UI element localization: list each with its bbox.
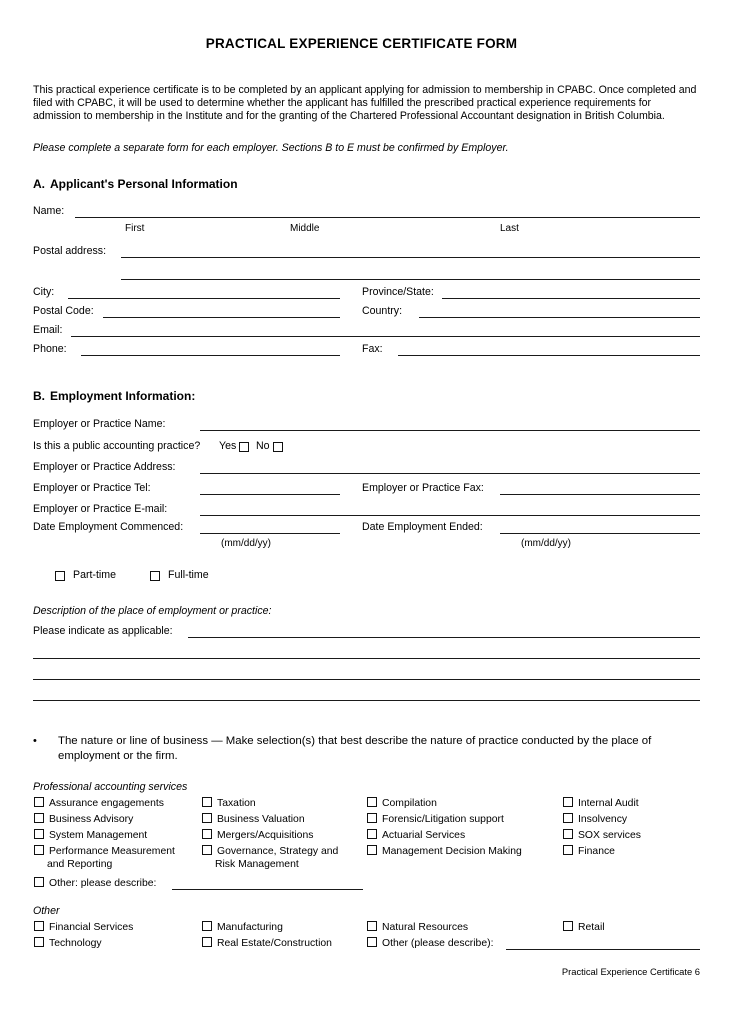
checkbox-manufacturing[interactable] bbox=[202, 921, 212, 931]
part-time-label: Part-time bbox=[73, 568, 116, 581]
bullet-marker: • bbox=[33, 734, 37, 747]
other-industry-checkbox-grid bbox=[33, 919, 700, 957]
checkbox-item-manufacturing[interactable] bbox=[202, 921, 283, 934]
checkbox-item-retail[interactable] bbox=[563, 921, 605, 934]
label-performance-measurement-line1: Performance Measurement bbox=[49, 845, 175, 857]
checkbox-item-performance-measurement[interactable] bbox=[34, 845, 199, 871]
checkbox-item-mergers-acquisitions[interactable] bbox=[202, 829, 313, 842]
phone-input-line[interactable] bbox=[81, 355, 340, 356]
no-label: No bbox=[256, 439, 270, 452]
checkbox-item-business-advisory[interactable] bbox=[34, 813, 133, 826]
checkbox-item-governance-strategy-risk[interactable] bbox=[202, 845, 370, 871]
country-input-line[interactable] bbox=[419, 317, 700, 318]
checkbox-item-natural-resources[interactable] bbox=[367, 921, 468, 934]
nature-of-business-bullet bbox=[33, 734, 700, 765]
employer-fax-input-line[interactable] bbox=[500, 494, 700, 495]
page-content bbox=[33, 0, 700, 957]
bullet-text: The nature or line of business — Make selection(s) that best describe the nature of practice conducted by the place of employment or the firm. bbox=[58, 734, 652, 763]
checkbox-sox-services[interactable] bbox=[563, 829, 573, 839]
yes-label: Yes bbox=[219, 439, 237, 452]
name-label: Name: bbox=[33, 204, 65, 217]
date-commenced-format-hint: (mm/dd/yy) bbox=[221, 537, 271, 549]
checkbox-item-insolvency[interactable] bbox=[563, 813, 627, 826]
public-practice-row bbox=[33, 434, 700, 456]
checkbox-item-forensic-litigation[interactable] bbox=[367, 813, 504, 826]
employer-fax-label: Employer or Practice Fax: bbox=[362, 481, 484, 494]
label-insolvency: Insolvency bbox=[578, 813, 628, 825]
checkbox-public-practice-no[interactable] bbox=[273, 442, 283, 452]
label-natural-resources: Natural Resources bbox=[382, 921, 469, 933]
label-financial-services: Financial Services bbox=[49, 921, 134, 933]
checkbox-performance-measurement[interactable] bbox=[34, 845, 44, 855]
full-time-label: Full-time bbox=[168, 568, 209, 581]
indicate-applicable-input-line[interactable] bbox=[188, 637, 700, 638]
checkbox-full-time[interactable] bbox=[150, 571, 160, 581]
province-label: Province/State: bbox=[362, 285, 434, 298]
checkbox-forensic-litigation[interactable] bbox=[367, 813, 377, 823]
phone-fax-row bbox=[33, 340, 700, 359]
checkbox-insolvency[interactable] bbox=[563, 813, 573, 823]
name-captions-row bbox=[33, 221, 700, 238]
checkbox-management-decision-making[interactable] bbox=[367, 845, 377, 855]
postal-code-label: Postal Code: bbox=[33, 304, 94, 317]
description-line-row-2 bbox=[33, 662, 700, 683]
employer-tel-fax-row bbox=[33, 477, 700, 498]
services-grid-heading: Professional accounting services bbox=[33, 780, 188, 793]
description-input-line-2[interactable] bbox=[33, 679, 700, 680]
label-other-please-describe: Other (please describe): bbox=[382, 937, 494, 949]
indicate-applicable-label: Please indicate as applicable: bbox=[33, 624, 173, 637]
postal-address-input-line-1[interactable] bbox=[121, 257, 700, 258]
employer-email-input-line[interactable] bbox=[200, 515, 700, 516]
indicate-applicable-row bbox=[33, 619, 700, 641]
employer-tel-label: Employer or Practice Tel: bbox=[33, 481, 151, 494]
name-caption-last: Last bbox=[500, 222, 519, 234]
checkbox-system-management[interactable] bbox=[34, 829, 44, 839]
postal-address-label: Postal address: bbox=[33, 244, 107, 257]
city-label: City: bbox=[33, 285, 55, 298]
employment-type-row bbox=[33, 559, 700, 585]
public-practice-question: Is this a public accounting practice? bbox=[33, 439, 201, 452]
label-manufacturing: Manufacturing bbox=[217, 921, 283, 933]
label-retail: Retail bbox=[578, 921, 605, 933]
fax-label: Fax: bbox=[362, 342, 383, 355]
postal-address-input-line-2[interactable] bbox=[121, 279, 700, 280]
checkbox-actuarial-services[interactable] bbox=[367, 829, 377, 839]
description-heading: Description of the place of employment or practice: bbox=[33, 604, 272, 617]
checkbox-business-valuation[interactable] bbox=[202, 813, 212, 823]
label-mergers-acquisitions: Mergers/Acquisitions bbox=[217, 829, 314, 841]
checkbox-internal-audit[interactable] bbox=[563, 797, 573, 807]
section-a-title: Applicant's Personal Information bbox=[50, 176, 238, 191]
description-input-line-3[interactable] bbox=[33, 700, 700, 701]
checkbox-item-management-decision-making[interactable] bbox=[367, 845, 522, 858]
name-caption-first: First bbox=[125, 222, 145, 234]
checkbox-natural-resources[interactable] bbox=[367, 921, 377, 931]
label-compilation: Compilation bbox=[382, 797, 437, 809]
description-line-row-3 bbox=[33, 683, 700, 704]
employer-address-row bbox=[33, 456, 700, 477]
checkbox-item-system-management[interactable] bbox=[34, 829, 147, 842]
name-row bbox=[33, 201, 700, 221]
professional-services-checkbox-grid bbox=[33, 795, 700, 895]
checkbox-item-other-please-describe[interactable] bbox=[367, 937, 493, 950]
city-input-line[interactable] bbox=[68, 298, 340, 299]
label-governance-line1: Governance, Strategy and bbox=[217, 845, 339, 857]
checkbox-item-real-estate-construction[interactable] bbox=[202, 937, 332, 950]
label-forensic-litigation: Forensic/Litigation support bbox=[382, 813, 504, 825]
country-label: Country: bbox=[362, 304, 403, 317]
checkbox-item-taxation[interactable] bbox=[202, 797, 256, 810]
postal-code-country-row bbox=[33, 302, 700, 321]
city-province-row bbox=[33, 283, 700, 302]
checkbox-item-compilation[interactable] bbox=[367, 797, 437, 810]
date-format-hints-row bbox=[33, 537, 700, 555]
label-system-management: System Management bbox=[49, 829, 148, 841]
description-input-line-1[interactable] bbox=[33, 658, 700, 659]
checkbox-mergers-acquisitions[interactable] bbox=[202, 829, 212, 839]
employer-name-row bbox=[33, 413, 700, 434]
description-line-row-1 bbox=[33, 641, 700, 662]
other-please-describe-input-line[interactable] bbox=[506, 949, 700, 950]
checkbox-technology[interactable] bbox=[34, 937, 44, 947]
checkbox-other-please-describe[interactable] bbox=[367, 937, 377, 947]
employer-tel-input-line[interactable] bbox=[200, 494, 340, 495]
name-input-line[interactable] bbox=[75, 217, 700, 218]
name-caption-middle: Middle bbox=[290, 222, 320, 234]
page-title: PRACTICAL EXPERIENCE CERTIFICATE FORM bbox=[205, 36, 518, 51]
label-business-valuation: Business Valuation bbox=[217, 813, 305, 825]
date-ended-input-line[interactable] bbox=[500, 533, 700, 534]
label-business-advisory: Business Advisory bbox=[49, 813, 134, 825]
checkbox-compilation[interactable] bbox=[367, 797, 377, 807]
date-commenced-label: Date Employment Commenced: bbox=[33, 520, 184, 533]
checkbox-business-advisory[interactable] bbox=[34, 813, 44, 823]
checkbox-public-practice-yes[interactable] bbox=[239, 442, 249, 452]
checkbox-item-finance[interactable] bbox=[563, 845, 615, 858]
intro-paragraph: This practical experience certificate is to be completed by an applicant applying for admission to membership in CPABC. Once completed and filed with CPABC, it will be used to determine whether the applicant has fulfilled the prescribed practical experience requirements for admission to membership in the Institute and for the granting of the Chartered Professional Accountant designation in British Columbia. bbox=[33, 84, 697, 123]
services-other-describe-input-line[interactable] bbox=[172, 889, 363, 890]
employer-email-row bbox=[33, 498, 700, 519]
label-assurance-engagements: Assurance engagements bbox=[49, 797, 164, 809]
checkbox-finance[interactable] bbox=[563, 845, 573, 855]
label-finance: Finance bbox=[578, 845, 615, 857]
section-b-heading bbox=[33, 389, 700, 403]
employer-address-label: Employer or Practice Address: bbox=[33, 460, 176, 473]
postal-address-row bbox=[33, 238, 700, 261]
checkbox-assurance-engagements[interactable] bbox=[34, 797, 44, 807]
label-taxation: Taxation bbox=[217, 797, 256, 809]
checkbox-item-internal-audit[interactable] bbox=[563, 797, 639, 810]
checkbox-item-technology[interactable] bbox=[34, 937, 102, 950]
date-ended-label: Date Employment Ended: bbox=[362, 520, 483, 533]
other-grid-heading: Other bbox=[33, 904, 60, 917]
checkbox-item-assurance-engagements[interactable] bbox=[34, 797, 164, 810]
label-management-decision-making: Management Decision Making bbox=[382, 845, 522, 857]
date-commenced-input-line[interactable] bbox=[200, 533, 340, 534]
employer-address-input-line[interactable] bbox=[200, 473, 700, 474]
checkbox-retail[interactable] bbox=[563, 921, 573, 931]
checkbox-item-sox-services[interactable] bbox=[563, 829, 641, 842]
employer-name-label: Employer or Practice Name: bbox=[33, 417, 166, 430]
checkbox-services-other-describe[interactable] bbox=[34, 877, 44, 887]
label-real-estate-construction: Real Estate/Construction bbox=[217, 937, 332, 949]
employer-name-input-line[interactable] bbox=[200, 430, 700, 431]
checkbox-item-business-valuation[interactable] bbox=[202, 813, 305, 826]
date-ended-format-hint: (mm/dd/yy) bbox=[521, 537, 571, 549]
email-label: Email: bbox=[33, 323, 63, 336]
email-input-line[interactable] bbox=[71, 336, 700, 337]
section-a-letter: A. bbox=[33, 176, 45, 191]
section-a-heading bbox=[33, 177, 700, 191]
instruction-note: Please complete a separate form for each employer. Sections B to E must be confirmed by Employer. bbox=[33, 141, 509, 154]
checkbox-taxation[interactable] bbox=[202, 797, 212, 807]
page-footer: Practical Experience Certificate 6 bbox=[561, 966, 700, 977]
label-technology: Technology bbox=[49, 937, 102, 949]
checkbox-real-estate-construction[interactable] bbox=[202, 937, 212, 947]
label-services-other-describe: Other: please describe: bbox=[49, 877, 157, 889]
checkbox-item-financial-services[interactable] bbox=[34, 921, 133, 934]
label-governance-line2: Risk Management bbox=[215, 858, 299, 870]
province-input-line[interactable] bbox=[442, 298, 700, 299]
checkbox-part-time[interactable] bbox=[55, 571, 65, 581]
email-row bbox=[33, 321, 700, 340]
phone-label: Phone: bbox=[33, 342, 67, 355]
label-actuarial-services: Actuarial Services bbox=[382, 829, 466, 841]
checkbox-item-actuarial-services[interactable] bbox=[367, 829, 465, 842]
label-internal-audit: Internal Audit bbox=[578, 797, 639, 809]
fax-input-line[interactable] bbox=[398, 355, 700, 356]
checkbox-item-services-other-describe[interactable] bbox=[34, 877, 156, 890]
employer-email-label: Employer or Practice E-mail: bbox=[33, 502, 168, 515]
label-performance-measurement-line2: and Reporting bbox=[47, 858, 113, 870]
checkbox-financial-services[interactable] bbox=[34, 921, 44, 931]
postal-code-input-line[interactable] bbox=[103, 317, 340, 318]
section-b-title: Employment Information: bbox=[50, 388, 196, 403]
checkbox-governance-strategy-risk[interactable] bbox=[202, 845, 212, 855]
employment-dates-row bbox=[33, 519, 700, 537]
label-sox-services: SOX services bbox=[578, 829, 641, 841]
section-b-letter: B. bbox=[33, 388, 45, 403]
postal-address-row-2 bbox=[33, 261, 700, 283]
